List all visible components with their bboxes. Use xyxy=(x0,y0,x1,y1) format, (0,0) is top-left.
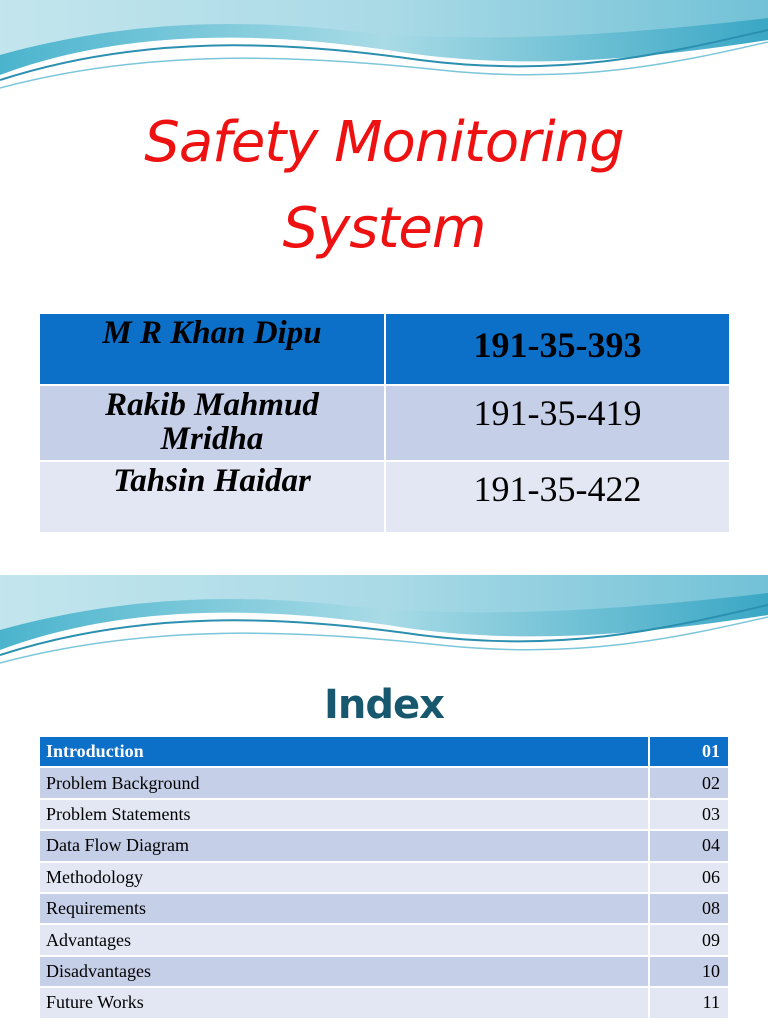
wave-banner-decoration xyxy=(0,575,768,670)
member-name-line-1: Rakib Mahmud xyxy=(105,387,319,423)
index-item-label: Problem Statements xyxy=(40,799,649,830)
index-row xyxy=(40,862,729,893)
index-item-label: Introduction xyxy=(40,737,649,767)
members-table xyxy=(40,314,731,534)
index-row xyxy=(40,924,729,955)
table-row xyxy=(40,385,730,461)
wave-banner-decoration xyxy=(0,0,768,95)
index-item-label: Methodology xyxy=(40,862,649,893)
index-item-label: Advantages xyxy=(40,924,649,955)
index-item-page: 08 xyxy=(649,893,729,924)
slide-title xyxy=(0,100,768,272)
index-item-page: 10 xyxy=(649,956,729,987)
member-name xyxy=(40,386,384,456)
index-item-page: 06 xyxy=(649,862,729,893)
member-name: Tahsin Haidar xyxy=(113,463,311,499)
index-row xyxy=(40,767,729,798)
index-row xyxy=(40,799,729,830)
member-id: 191-35-393 xyxy=(473,325,642,365)
member-id-cell xyxy=(385,385,730,461)
member-name-cell xyxy=(40,461,385,533)
index-item-page: 11 xyxy=(649,987,729,1018)
member-name-cell xyxy=(40,314,385,385)
member-id: 191-35-419 xyxy=(473,393,642,433)
index-item-page: 01 xyxy=(649,737,729,767)
member-id-cell xyxy=(385,314,730,385)
index-item-page: 04 xyxy=(649,830,729,861)
index-item-page: 09 xyxy=(649,924,729,955)
member-name-cell xyxy=(40,385,385,461)
index-item-label: Disadvantages xyxy=(40,956,649,987)
index-row xyxy=(40,893,729,924)
member-id: 191-35-422 xyxy=(473,469,642,509)
slide-separator xyxy=(0,560,768,575)
index-item-page: 03 xyxy=(649,799,729,830)
index-item-label: Future Works xyxy=(40,987,649,1018)
title-line-2: System xyxy=(282,196,486,261)
index-row xyxy=(40,830,729,861)
table-row xyxy=(40,314,730,385)
table-row xyxy=(40,461,730,533)
index-item-label: Problem Background xyxy=(40,767,649,798)
index-heading: Index xyxy=(324,682,444,728)
index-item-page: 02 xyxy=(649,767,729,798)
index-row xyxy=(40,987,729,1018)
index-slide xyxy=(0,575,768,1024)
member-name-line-2: Mridha xyxy=(160,421,264,457)
member-name: M R Khan Dipu xyxy=(102,315,322,351)
member-id-cell xyxy=(385,461,730,533)
index-item-label: Data Flow Diagram xyxy=(40,830,649,861)
title-line-1: Safety Monitoring xyxy=(144,110,624,175)
index-item-label: Requirements xyxy=(40,893,649,924)
index-row xyxy=(40,956,729,987)
index-row xyxy=(40,737,729,767)
index-table xyxy=(40,737,730,1020)
